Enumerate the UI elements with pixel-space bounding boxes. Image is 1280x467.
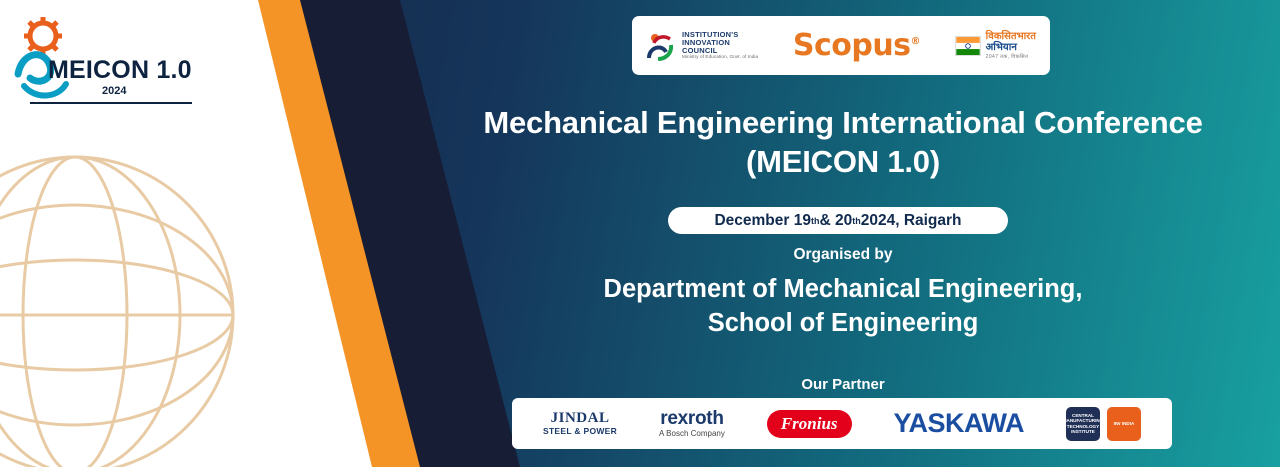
page-title (430, 103, 1256, 182)
scopus-logo (793, 28, 920, 63)
organised-by-label: Organised by (793, 246, 893, 263)
date-mid: & 20 (819, 211, 853, 229)
vb-subtitle: अभियान (985, 41, 1017, 53)
meicon-logo (10, 14, 240, 104)
iic-line4: Ministry of Education, Govt. of India (682, 54, 759, 60)
title-line-2: (MEICON 1.0) (746, 144, 940, 180)
iic-logo (646, 31, 758, 61)
partner-iiw-india: IIW INDIA (1107, 407, 1141, 441)
date-sup-1: th (810, 215, 820, 226)
vb-title-right: भारत (1016, 30, 1036, 42)
jindal-line-2: STEEL & POWER (542, 425, 618, 436)
scopus-registered-mark: ® (910, 36, 921, 47)
viksit-bharat-logo (955, 31, 1036, 61)
jindal-line-1: JINDAL (550, 410, 610, 427)
organiser-name (430, 272, 1256, 341)
title-line-1: Mechanical Engineering International Conference (483, 105, 1203, 140)
department-line-2: School of Engineering (707, 309, 979, 338)
iic-emblem-icon (646, 31, 676, 61)
globe-icon (0, 150, 240, 467)
partner-yaskawa: YASKAWA (893, 408, 1025, 438)
scopus-label: Scopus (792, 28, 911, 63)
logo-title: MEICON 1.0 (48, 56, 192, 84)
iic-line2: INNOVATION (682, 37, 730, 47)
date-sup-2: th (852, 215, 861, 226)
vb-title-left: विकसित (985, 30, 1017, 42)
partner-rexroth (659, 409, 725, 439)
india-flag-icon (955, 36, 981, 56)
date-prefix: December 19 (714, 211, 811, 229)
date-suffix: 2024, Raigarh (860, 211, 962, 229)
rexroth-line-1: rexroth (660, 407, 724, 429)
logo-divider (30, 102, 192, 104)
iic-line1: INSTITUTION'S (682, 29, 739, 39)
iic-line3: COUNCIL (682, 45, 718, 55)
partner-logo-strip (512, 398, 1172, 449)
top-sponsor-strip (632, 16, 1050, 75)
partner-fronius: Fronius (767, 410, 852, 438)
department-line-1: Department of Mechanical Engineering, (603, 275, 1083, 303)
partner-small-group (1062, 407, 1141, 441)
rexroth-line-2: A Bosch Company (659, 428, 725, 438)
logo-year: 2024 (102, 85, 127, 97)
partner-jindal (543, 411, 617, 436)
vb-small: 2047 तक, विकसित (985, 53, 1029, 60)
partner-section-label: Our Partner (801, 376, 885, 393)
event-date-badge (668, 207, 1008, 234)
gear-icon (24, 17, 62, 55)
partner-cmti: CENTRAL MANUFACTURING TECHNOLOGY INSTITUTE (1066, 407, 1100, 441)
